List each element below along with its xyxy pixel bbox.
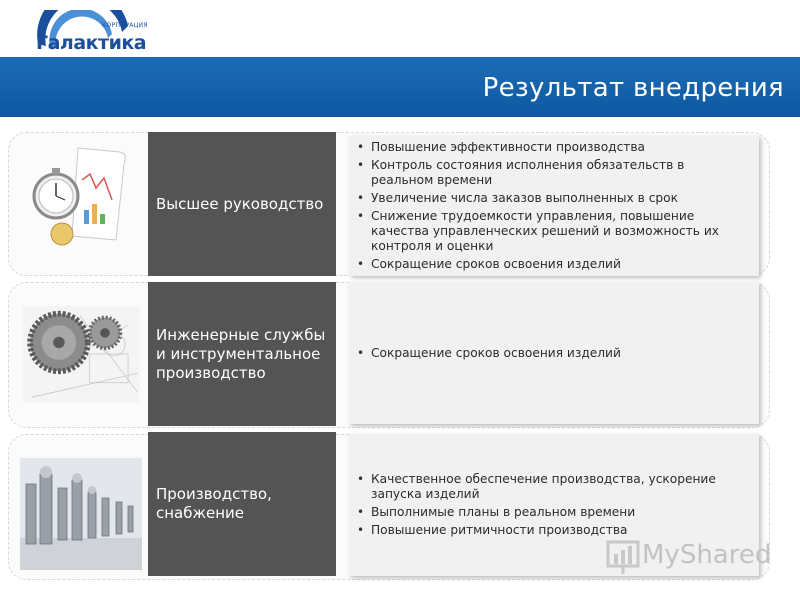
list-item: • Качественное обеспечение производства, ускорение запуска изделий	[371, 472, 749, 502]
row-label-text: Производство, снабжение	[156, 485, 272, 522]
row-label-text: Высшее руководство	[156, 194, 324, 213]
list-item: • Выполнимые планы в реальном времени	[371, 505, 749, 520]
stopwatch-report-icon	[20, 140, 142, 250]
list-item: • Увеличение числа заказов выполненных в срок	[371, 191, 749, 206]
list-item: • Сокращение сроков освоения изделий	[371, 346, 621, 361]
factory-robots-icon	[20, 458, 142, 570]
logo-subtitle: КОРПОРАЦИЯ	[102, 22, 148, 29]
list-item: • Повышение эффективности производства	[371, 140, 749, 155]
benefits-list-1	[349, 137, 759, 275]
title-banner	[0, 57, 800, 117]
benefits-list-3	[349, 469, 759, 541]
row-label-engineering	[148, 282, 336, 426]
logo-name: Галактика	[36, 32, 147, 54]
row-label-production	[148, 432, 336, 576]
benefits-panel-1	[349, 136, 759, 276]
benefits-panel-2	[349, 282, 759, 424]
benefits-list-2	[349, 343, 631, 364]
watermark-text: MyShared	[642, 540, 772, 570]
list-item: • Контроль состояния исполнения обязательств в реальном времени	[371, 158, 749, 188]
row-label-text: Инженерные службы и инструментальное производство	[156, 325, 326, 382]
row-label-top-management	[148, 132, 336, 276]
gears-blueprint-icon	[20, 306, 142, 402]
list-item: • Повышение ритмичности производства	[371, 523, 749, 538]
list-item: • Снижение трудоемкости управления, повышение качества управленческих решений и возможность их контроля и оценки	[371, 209, 749, 254]
list-item: • Сокращение сроков освоения изделий	[371, 257, 749, 272]
page-title: Результат внедрения	[482, 73, 784, 103]
